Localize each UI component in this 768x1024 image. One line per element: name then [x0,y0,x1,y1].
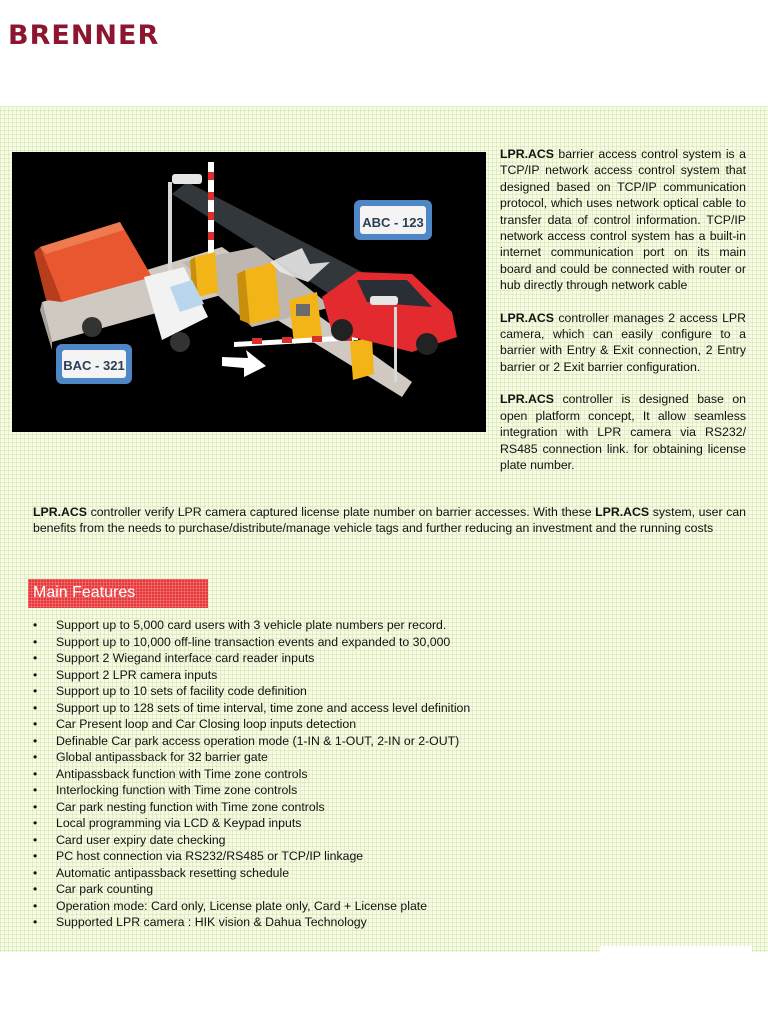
feature-item [33,865,733,882]
feature-text: Car park nesting function with Time zone controls [56,799,325,814]
paragraph-text: controller manages 2 access LPR camera, which can easily configure to a barrier with Entry & Exit connection, 2 Entry barrier or 2 Exit barrier configuration. [500,310,746,374]
feature-item [33,799,733,816]
bullet-icon: • [33,750,38,764]
brand-name: LPR.ACS [595,505,650,519]
bullet-icon: • [33,898,38,913]
paragraph-text: barrier access control system is a TCP/IP network access control system that designed based on TCP/IP communication protocol, which uses network optical cable to transfer data of control information. TCP/IP network access control system has a built-in internet communication port on its main board and could be connected with router or hub directly through network cable [500,147,746,293]
brand-name: LPR.ACS [500,392,554,407]
bullet-icon: • [33,700,38,715]
description-paragraph [500,310,746,376]
plate-left-label: BAC - 321 [63,358,125,373]
feature-item [33,667,733,684]
feature-item [33,848,733,865]
bullet-icon: • [33,634,38,649]
bullet-icon: • [33,915,38,929]
bullet-icon: • [33,783,38,797]
description-paragraph [500,391,746,473]
feature-item [33,634,733,651]
feature-item [33,914,733,931]
feature-text: Support 2 LPR camera inputs [56,667,218,682]
summary-paragraph [33,504,746,537]
feature-text: Local programming via LCD & Keypad inputs [56,816,302,830]
feature-text: Support up to 10,000 off-line transaction events and expanded to 30,000 [56,634,451,649]
feature-text: Operation mode: Card only, License plate only, Card + License plate [56,898,428,913]
bullet-icon: • [33,865,38,880]
feature-text: Car Present loop and Car Closing loop inputs detection [56,717,357,731]
barrier-illustration [12,152,486,432]
bullet-icon: • [33,882,38,896]
feature-text: Definable Car park access operation mode (1-IN & 1-OUT, 2-IN or 2-OUT) [56,733,460,748]
paragraph-text: system, user can benefits from the needs to purchase/distribute/manage vehicle tags and further reducing an investment and the running costs [33,505,747,536]
brand-name: LPR.ACS [500,310,554,325]
feature-text: Global antipassback for 32 barrier gate [56,750,268,764]
bullet-icon: • [33,651,38,665]
feature-text: Support up to 10 sets of facility code definition [56,684,307,698]
feature-text: Automatic antipassback resetting schedule [56,865,290,880]
feature-item [33,617,733,634]
blank-patch [600,946,752,958]
brand-name: LPR.ACS [500,147,554,161]
feature-text: Car park counting [56,882,154,896]
feature-item [33,683,733,700]
feature-item [33,881,733,898]
bullet-icon: • [33,799,38,814]
bullet-icon: • [33,667,38,682]
feature-item [33,716,733,733]
feature-text: Antipassback function with Time zone controls [56,766,308,781]
features-list [33,617,733,931]
bullet-icon: • [33,766,38,781]
paragraph-text: controller is designed base on open platform concept, It allow seamless integration with LPR camera via RS232/ RS485 connection link. for obtaining license plate number. [500,392,746,472]
bullet-icon: • [33,849,38,863]
feature-item [33,898,733,915]
brand-logo: BRENNER [8,20,160,51]
feature-item [33,700,733,717]
feature-text: Support up to 5,000 card users with 3 vehicle plate numbers per record. [56,618,447,632]
feature-text: PC host connection via RS232/RS485 or TCP/IP linkage [56,849,364,863]
barrier-illustration-graphic [12,152,486,432]
bullet-icon: • [33,816,38,830]
bullet-icon: • [33,832,38,847]
brand-name: LPR.ACS [33,505,87,519]
feature-item [33,749,733,766]
plate-right-label: ABC - 123 [362,215,424,230]
bullet-icon: • [33,684,38,698]
feature-text: Support 2 Wiegand interface card reader inputs [56,651,315,665]
feature-text: Support up to 128 sets of time interval, time zone and access level definition [56,700,471,715]
feature-text: Supported LPR camera : HIK vision & Dahua Technology [56,915,367,929]
feature-item [33,733,733,750]
feature-text: Card user expiry date checking [56,832,226,847]
bullet-icon: • [33,717,38,731]
main-features-heading: Main Features [28,579,208,608]
bullet-icon: • [33,618,38,632]
description-column [500,146,746,489]
bullet-icon: • [33,733,38,748]
paragraph-text: controller verify LPR camera captured license plate number on barrier accesses. With these [86,505,596,519]
feature-item [33,650,733,667]
feature-text: Interlocking function with Time zone controls [56,783,298,797]
feature-item [33,782,733,799]
feature-item [33,766,733,783]
description-paragraph [500,146,746,294]
feature-item [33,832,733,849]
feature-item [33,815,733,832]
